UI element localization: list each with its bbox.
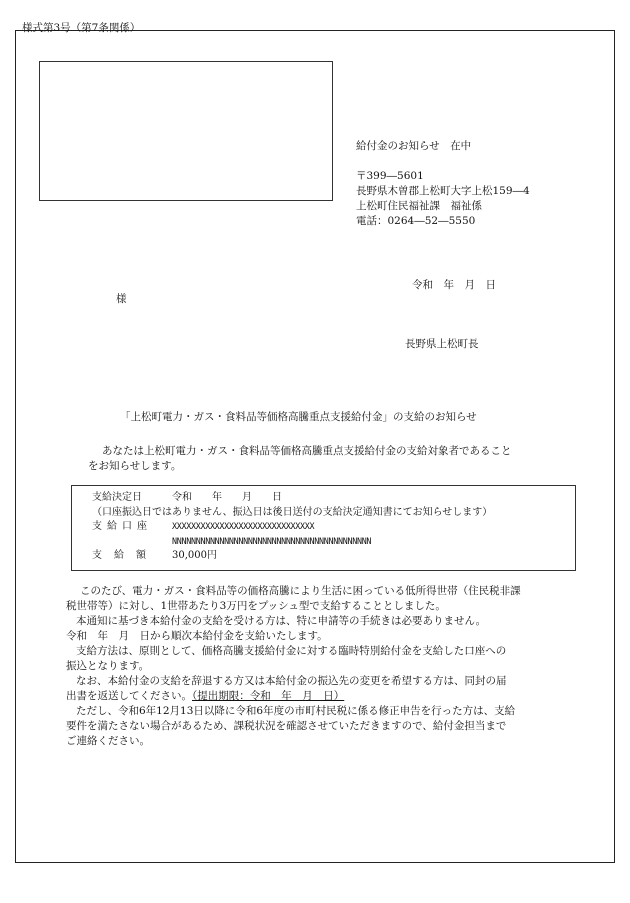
deadline-text: （提出期限：令和 年 月 日） (192, 690, 345, 702)
form-number: 様式第3号（第7条関係） (22, 22, 141, 34)
decision-note: （口座振込日ではありません、振込日は後日送付の支給決定通知書にてお知らせします） (92, 506, 493, 518)
body-text (66, 584, 521, 749)
body-line: 税世帯等）に対し、1世帯あたり3万円をプッシュ型で支給することとしました。 (66, 600, 446, 612)
payment-details-box (71, 485, 576, 571)
sender-block (356, 139, 530, 229)
body-line: 本通知に基づき本給付金の支給を受ける方は、特に申請等の手続きは必要ありません。 (76, 615, 487, 627)
decision-row (92, 490, 492, 505)
address-window (39, 61, 333, 201)
issue-date: 令和 年 月 日 (412, 279, 496, 291)
sender-department: 上松町住民福祉課 福祉係 (356, 200, 482, 212)
body-line: ご連絡ください。 (66, 735, 150, 747)
amount-row (92, 548, 492, 563)
body-line: 支給方法は、原則として、価格高騰支援給付金に対する臨時特別給付金を支給した口座への (76, 645, 507, 657)
body-line (66, 689, 521, 704)
intro-line: あなたは上松町電力・ガス・食料品等価格高騰重点支援給付金の支給対象者であること (102, 445, 512, 457)
intro-line: をお知らせします。 (88, 460, 182, 472)
account-label: 支給口座 (92, 521, 152, 532)
body-text-segment: 出書を返送してください。 (66, 690, 192, 702)
decision-label: 支給決定日 (92, 492, 142, 503)
recipient-suffix: 様 (116, 293, 127, 305)
account-value: XXXXXXXXXXXXXXXXXXXXXXXXXXXXXX (172, 521, 315, 531)
sender-heading: 給付金のお知らせ 在中 (356, 140, 472, 152)
body-line: 令和 年 月 日から順次本給付金を支給いたします。 (66, 630, 328, 642)
sender-phone: 電話：0264―52―5550 (356, 215, 476, 227)
amount-value: 30,000円 (172, 550, 217, 561)
body-line: なお、本給付金の支給を辞退する方又は本給付金の振込先の変更を希望する方は、同封の届 (76, 675, 507, 687)
amount-label: 支給額 (92, 550, 158, 561)
sender-address: 長野県木曽郡上松町大字上松159―4 (356, 185, 530, 197)
body-line: ただし、令和6年12月13日以降に令和6年度の市町村民税に係る修正申告を行った方は、支給 (76, 705, 516, 717)
postal-code: 〒399―5601 (356, 170, 424, 182)
decision-value: 令和 年 月 日 (172, 492, 282, 503)
issuer-name: 長野県上松町長 (405, 338, 479, 350)
account-value: NNNNNNNNNNNNNNNNNNNNNNNNNNNNNNNNNNNNNNNNNN (172, 535, 372, 546)
account-row-2 (92, 534, 492, 549)
body-line: このたび、電力・ガス・食料品等の価格高騰により生活に困っている低所得世帯（住民税非課 (80, 585, 521, 597)
body-line: 要件を満たさない場合があるため、課税状況を確認させていただきますので、給付金担当まで (66, 720, 507, 732)
intro-paragraph (88, 444, 512, 474)
account-row (92, 519, 492, 534)
body-line: 振込となります。 (66, 660, 150, 672)
notice-title: 「上松町電力・ガス・食料品等価格高騰重点支援給付金」の支給のお知らせ (120, 411, 477, 423)
